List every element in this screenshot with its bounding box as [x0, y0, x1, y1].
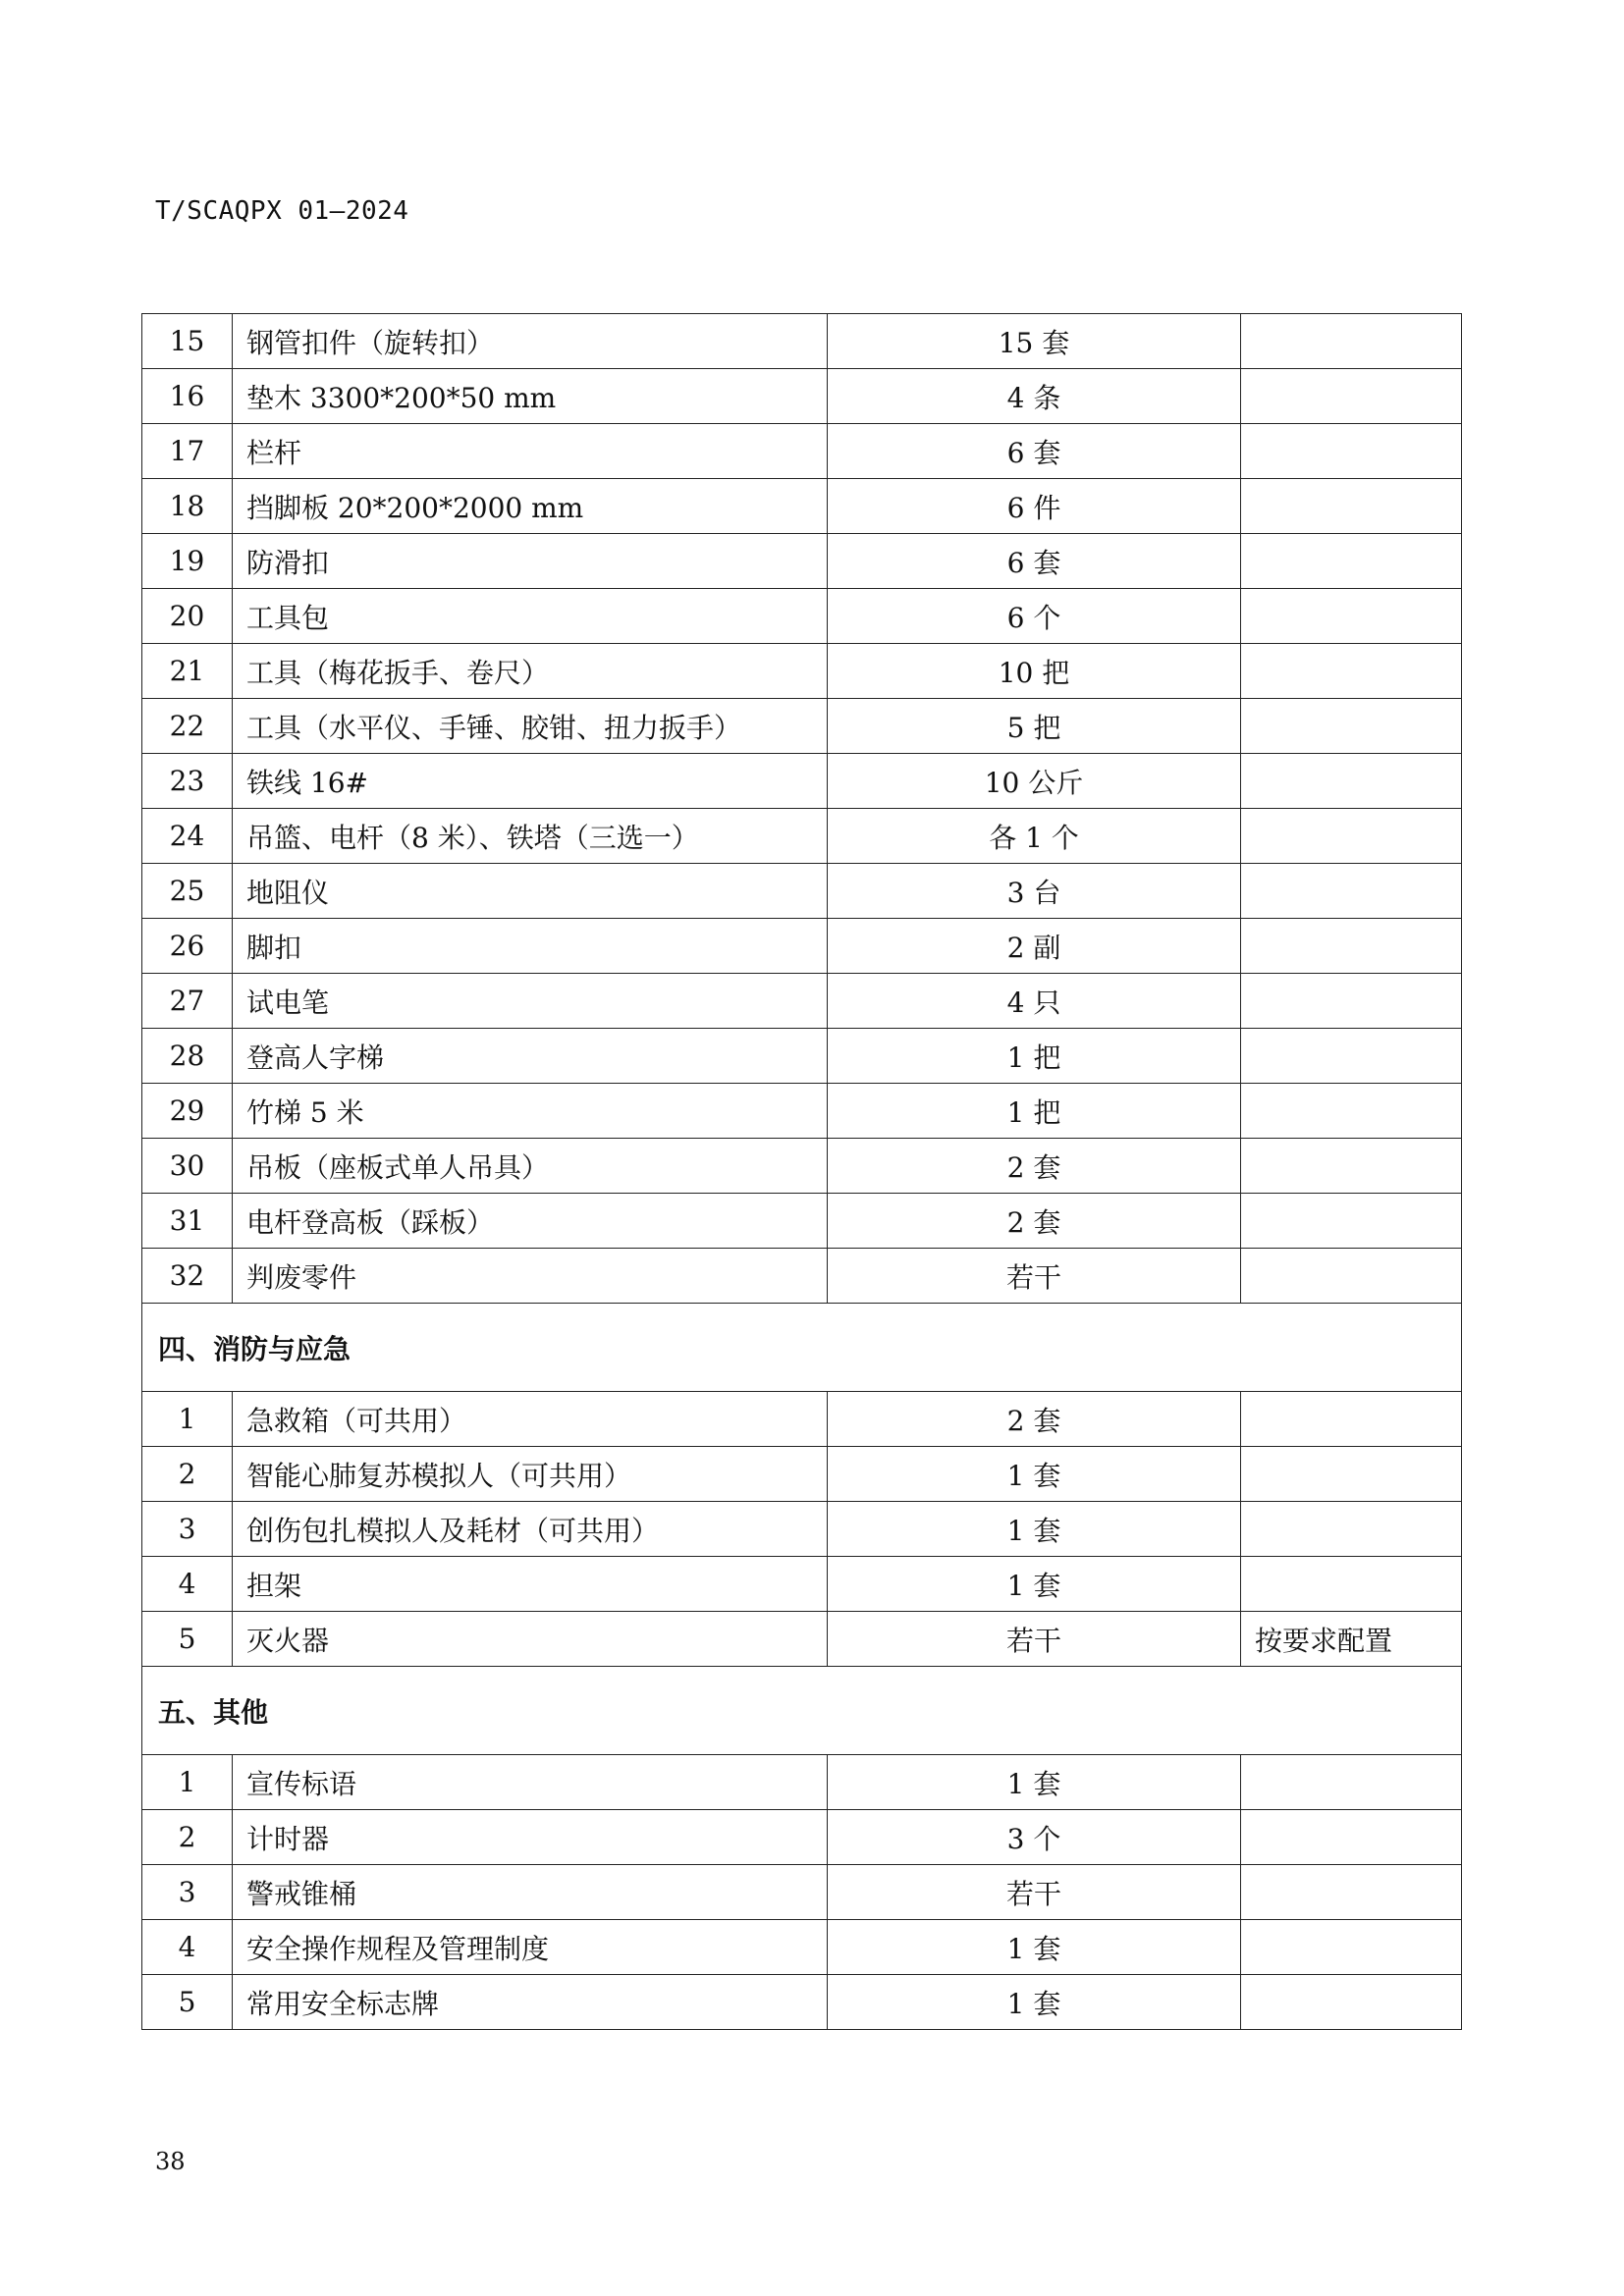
- row-number-cell: 21: [142, 644, 233, 699]
- quantity-cell: 1 套: [828, 1502, 1241, 1557]
- remark-cell: [1241, 314, 1462, 369]
- remark-cell: [1241, 974, 1462, 1029]
- row-number-cell: 22: [142, 699, 233, 754]
- quantity-cell: 2 副: [828, 919, 1241, 974]
- remark-cell: [1241, 1392, 1462, 1447]
- quantity-cell: 6 套: [828, 424, 1241, 479]
- document-code-header: T/SCAQPX 01—2024: [155, 196, 409, 226]
- quantity-cell: 6 件: [828, 479, 1241, 534]
- remark-cell: [1241, 1502, 1462, 1557]
- item-name-cell: 吊篮、电杆（8 米）、铁塔（三选一）: [233, 809, 828, 864]
- item-name-cell: 试电笔: [233, 974, 828, 1029]
- table-row: [142, 1920, 1462, 1975]
- item-name-cell: 钢管扣件（旋转扣）: [233, 314, 828, 369]
- row-number-cell: 28: [142, 1029, 233, 1084]
- remark-cell: [1241, 1755, 1462, 1810]
- table-row: [142, 1502, 1462, 1557]
- row-number-cell: 16: [142, 369, 233, 424]
- remark-cell: 按要求配置: [1241, 1612, 1462, 1667]
- table-row: [142, 534, 1462, 589]
- row-number-cell: 32: [142, 1249, 233, 1304]
- quantity-cell: 3 个: [828, 1810, 1241, 1865]
- table-row: [142, 479, 1462, 534]
- quantity-cell: 各 1 个: [828, 809, 1241, 864]
- item-name-cell: 工具（梅花扳手、卷尺）: [233, 644, 828, 699]
- item-name-cell: 工具包: [233, 589, 828, 644]
- table-row: [142, 1810, 1462, 1865]
- item-name-cell: 防滑扣: [233, 534, 828, 589]
- row-number-cell: 17: [142, 424, 233, 479]
- quantity-cell: 2 套: [828, 1392, 1241, 1447]
- item-name-cell: 智能心肺复苏模拟人（可共用）: [233, 1447, 828, 1502]
- quantity-cell: 4 只: [828, 974, 1241, 1029]
- remark-cell: [1241, 424, 1462, 479]
- row-number-cell: 15: [142, 314, 233, 369]
- remark-cell: [1241, 699, 1462, 754]
- table-row: [142, 864, 1462, 919]
- item-name-cell: 脚扣: [233, 919, 828, 974]
- table-row: [142, 589, 1462, 644]
- table-row: [142, 1612, 1462, 1667]
- quantity-cell: 3 台: [828, 864, 1241, 919]
- remark-cell: [1241, 864, 1462, 919]
- table-row: [142, 424, 1462, 479]
- quantity-cell: 2 套: [828, 1139, 1241, 1194]
- quantity-cell: 若干: [828, 1612, 1241, 1667]
- remark-cell: [1241, 754, 1462, 809]
- remark-cell: [1241, 1249, 1462, 1304]
- quantity-cell: 4 条: [828, 369, 1241, 424]
- row-number-cell: 20: [142, 589, 233, 644]
- remark-cell: [1241, 1865, 1462, 1920]
- quantity-cell: 1 把: [828, 1029, 1241, 1084]
- item-name-cell: 工具（水平仪、手锤、胶钳、扭力扳手）: [233, 699, 828, 754]
- item-name-cell: 铁线 16#: [233, 754, 828, 809]
- row-number-cell: 24: [142, 809, 233, 864]
- table-row: [142, 1557, 1462, 1612]
- item-name-cell: 担架: [233, 1557, 828, 1612]
- item-name-cell: 竹梯 5 米: [233, 1084, 828, 1139]
- remark-cell: [1241, 1029, 1462, 1084]
- item-name-cell: 栏杆: [233, 424, 828, 479]
- quantity-cell: 10 公斤: [828, 754, 1241, 809]
- quantity-cell: 1 套: [828, 1447, 1241, 1502]
- row-number-cell: 1: [142, 1392, 233, 1447]
- item-name-cell: 急救箱（可共用）: [233, 1392, 828, 1447]
- remark-cell: [1241, 1084, 1462, 1139]
- item-name-cell: 警戒锥桶: [233, 1865, 828, 1920]
- quantity-cell: 若干: [828, 1249, 1241, 1304]
- item-name-cell: 电杆登高板（踩板）: [233, 1194, 828, 1249]
- quantity-cell: 2 套: [828, 1194, 1241, 1249]
- item-name-cell: 吊板（座板式单人吊具）: [233, 1139, 828, 1194]
- row-number-cell: 19: [142, 534, 233, 589]
- quantity-cell: 6 个: [828, 589, 1241, 644]
- remark-cell: [1241, 1447, 1462, 1502]
- page-number: 38: [155, 2148, 186, 2175]
- row-number-cell: 31: [142, 1194, 233, 1249]
- item-name-cell: 挡脚板 20*200*2000 mm: [233, 479, 828, 534]
- row-number-cell: 18: [142, 479, 233, 534]
- table-row: [142, 1975, 1462, 2030]
- table-row: [142, 1029, 1462, 1084]
- table-row: [142, 1084, 1462, 1139]
- item-name-cell: 常用安全标志牌: [233, 1975, 828, 2030]
- table-row: [142, 1249, 1462, 1304]
- row-number-cell: 1: [142, 1755, 233, 1810]
- remark-cell: [1241, 919, 1462, 974]
- remark-cell: [1241, 369, 1462, 424]
- table-row: [142, 1865, 1462, 1920]
- equipment-table-body: [142, 314, 1462, 2030]
- row-number-cell: 26: [142, 919, 233, 974]
- row-number-cell: 27: [142, 974, 233, 1029]
- remark-cell: [1241, 1975, 1462, 2030]
- equipment-table: [141, 313, 1462, 2030]
- row-number-cell: 30: [142, 1139, 233, 1194]
- table-row: [142, 1447, 1462, 1502]
- remark-cell: [1241, 534, 1462, 589]
- table-row: [142, 974, 1462, 1029]
- remark-cell: [1241, 589, 1462, 644]
- row-number-cell: 2: [142, 1810, 233, 1865]
- table-row: [142, 369, 1462, 424]
- quantity-cell: 1 套: [828, 1755, 1241, 1810]
- table-row: [142, 1194, 1462, 1249]
- row-number-cell: 25: [142, 864, 233, 919]
- row-number-cell: 2: [142, 1447, 233, 1502]
- quantity-cell: 15 套: [828, 314, 1241, 369]
- remark-cell: [1241, 479, 1462, 534]
- item-name-cell: 垫木 3300*200*50 mm: [233, 369, 828, 424]
- item-name-cell: 宣传标语: [233, 1755, 828, 1810]
- table-row: [142, 809, 1462, 864]
- table-row: [142, 314, 1462, 369]
- remark-cell: [1241, 1810, 1462, 1865]
- row-number-cell: 5: [142, 1975, 233, 2030]
- quantity-cell: 1 套: [828, 1557, 1241, 1612]
- quantity-cell: 5 把: [828, 699, 1241, 754]
- row-number-cell: 3: [142, 1865, 233, 1920]
- quantity-cell: 10 把: [828, 644, 1241, 699]
- remark-cell: [1241, 1194, 1462, 1249]
- item-name-cell: 计时器: [233, 1810, 828, 1865]
- table-row: [142, 1139, 1462, 1194]
- table-row: [142, 754, 1462, 809]
- quantity-cell: 1 套: [828, 1920, 1241, 1975]
- section-header-row: [142, 1667, 1462, 1755]
- quantity-cell: 6 套: [828, 534, 1241, 589]
- item-name-cell: 安全操作规程及管理制度: [233, 1920, 828, 1975]
- remark-cell: [1241, 644, 1462, 699]
- item-name-cell: 登高人字梯: [233, 1029, 828, 1084]
- table-row: [142, 919, 1462, 974]
- table-row: [142, 699, 1462, 754]
- remark-cell: [1241, 809, 1462, 864]
- remark-cell: [1241, 1139, 1462, 1194]
- table-row: [142, 644, 1462, 699]
- item-name-cell: 创伤包扎模拟人及耗材（可共用）: [233, 1502, 828, 1557]
- quantity-cell: 若干: [828, 1865, 1241, 1920]
- item-name-cell: 判废零件: [233, 1249, 828, 1304]
- section-title: 五、其他: [142, 1667, 1462, 1755]
- row-number-cell: 4: [142, 1557, 233, 1612]
- section-title: 四、消防与应急: [142, 1304, 1462, 1392]
- section-header-row: [142, 1304, 1462, 1392]
- table-row: [142, 1392, 1462, 1447]
- remark-cell: [1241, 1557, 1462, 1612]
- table-row: [142, 1755, 1462, 1810]
- row-number-cell: 5: [142, 1612, 233, 1667]
- row-number-cell: 4: [142, 1920, 233, 1975]
- row-number-cell: 3: [142, 1502, 233, 1557]
- item-name-cell: 灭火器: [233, 1612, 828, 1667]
- quantity-cell: 1 把: [828, 1084, 1241, 1139]
- item-name-cell: 地阻仪: [233, 864, 828, 919]
- remark-cell: [1241, 1920, 1462, 1975]
- row-number-cell: 29: [142, 1084, 233, 1139]
- quantity-cell: 1 套: [828, 1975, 1241, 2030]
- row-number-cell: 23: [142, 754, 233, 809]
